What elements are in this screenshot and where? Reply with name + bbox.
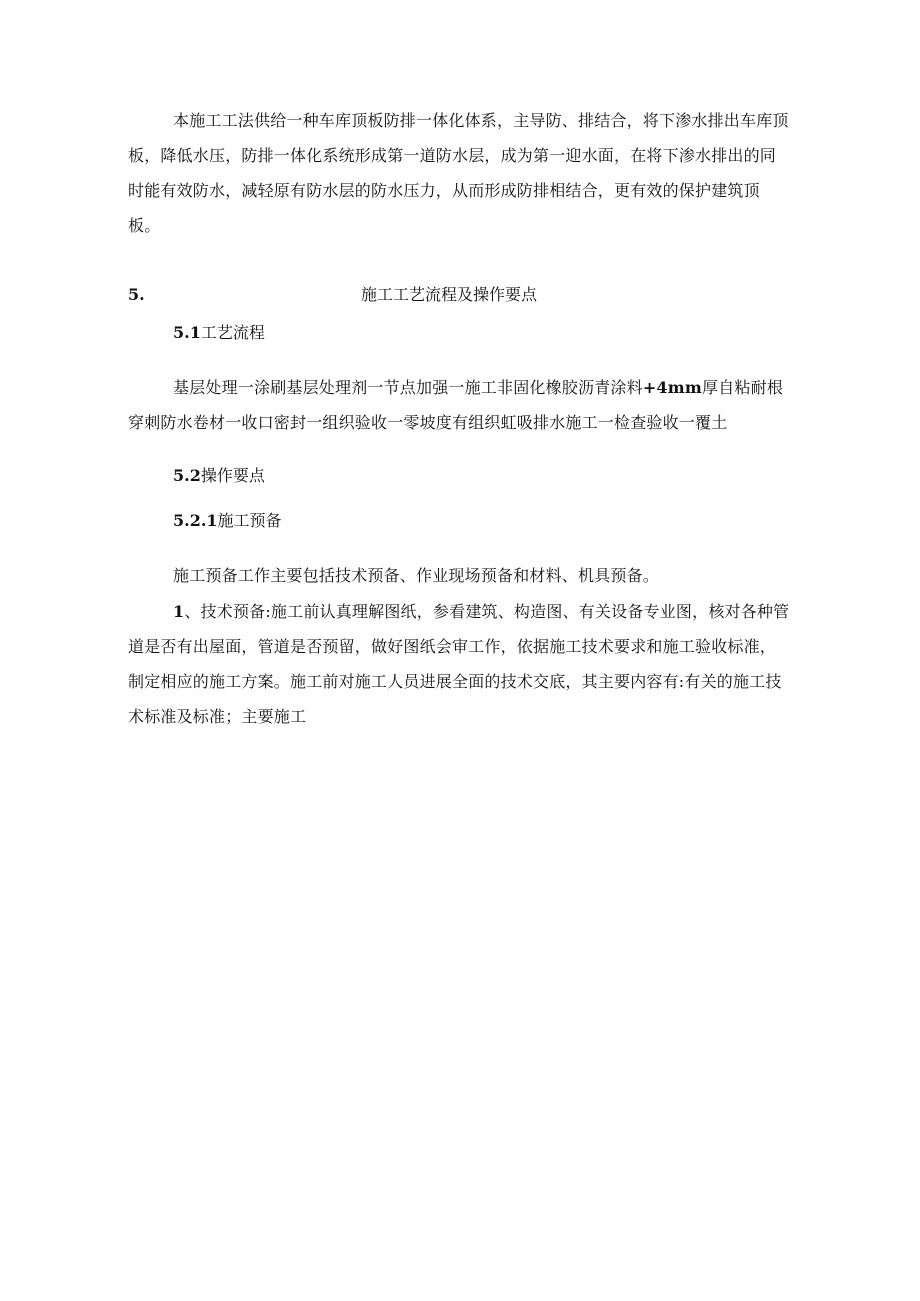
process-flow-thickness: +4mm — [642, 378, 703, 397]
section-5-heading — [128, 283, 792, 307]
process-flow-text-1: 基层处理一涂刷基层处理剂一节点加强一施工非固化橡胶沥青涂料 — [173, 378, 643, 397]
process-flow-paragraph — [128, 370, 792, 440]
section-5-1-number: 5.1 — [173, 323, 201, 342]
section-5-2-1-heading — [173, 509, 282, 533]
intro-text: 本施工工法供给一种车库顶板防排一体化体系，主导防、排结合，将下渗水排出车库顶板，降低水压，防排一体化系统形成第一道防水层，成为第一迎水面，在将下渗水排出的同时能有效防水，减轻原有防水层的防水压力，从而形成防排相结合，更有效的保护建筑顶板。 — [128, 111, 789, 235]
section-5-title: 施工工艺流程及操作要点 — [361, 285, 538, 304]
section-5-number: 5. — [128, 285, 145, 304]
section-5-2-title: 操作要点 — [200, 466, 265, 485]
section-5-2-1-number: 5.2.1 — [173, 511, 218, 530]
prep-summary-paragraph — [128, 558, 792, 593]
section-5-2-1-title: 施工预备 — [217, 511, 282, 530]
tech-prep-text: 、技术预备:施工前认真理解图纸，参看建筑、构造图、有关设备专业图，核对各种管道是否有出屋面，管道是否预留，做好图纸会审工作，依据施工技术要求和施工验收标准，制定相应的施工方案。施工前对施工人员进展全面的技术交底，其主要内容有:有关的施工技术标准及标准；主要施工 — [128, 602, 790, 726]
section-5-1-title: 工艺流程 — [200, 323, 265, 342]
section-5-1-heading — [173, 321, 265, 345]
tech-prep-number: 1 — [173, 602, 185, 621]
process-flow-text-2: 厚自粘耐根穿刺防水卷材一收口密封一组织验收一零坡度有组织虹吸排水施工一检查验收一覆土 — [128, 378, 784, 432]
prep-summary-text: 施工预备工作主要包括技术预备、作业现场预备和材料、机具预备。 — [173, 566, 660, 585]
section-5-2-heading — [173, 464, 265, 488]
section-5-2-number: 5.2 — [173, 466, 201, 485]
tech-prep-paragraph — [128, 594, 792, 734]
intro-paragraph — [128, 103, 792, 243]
